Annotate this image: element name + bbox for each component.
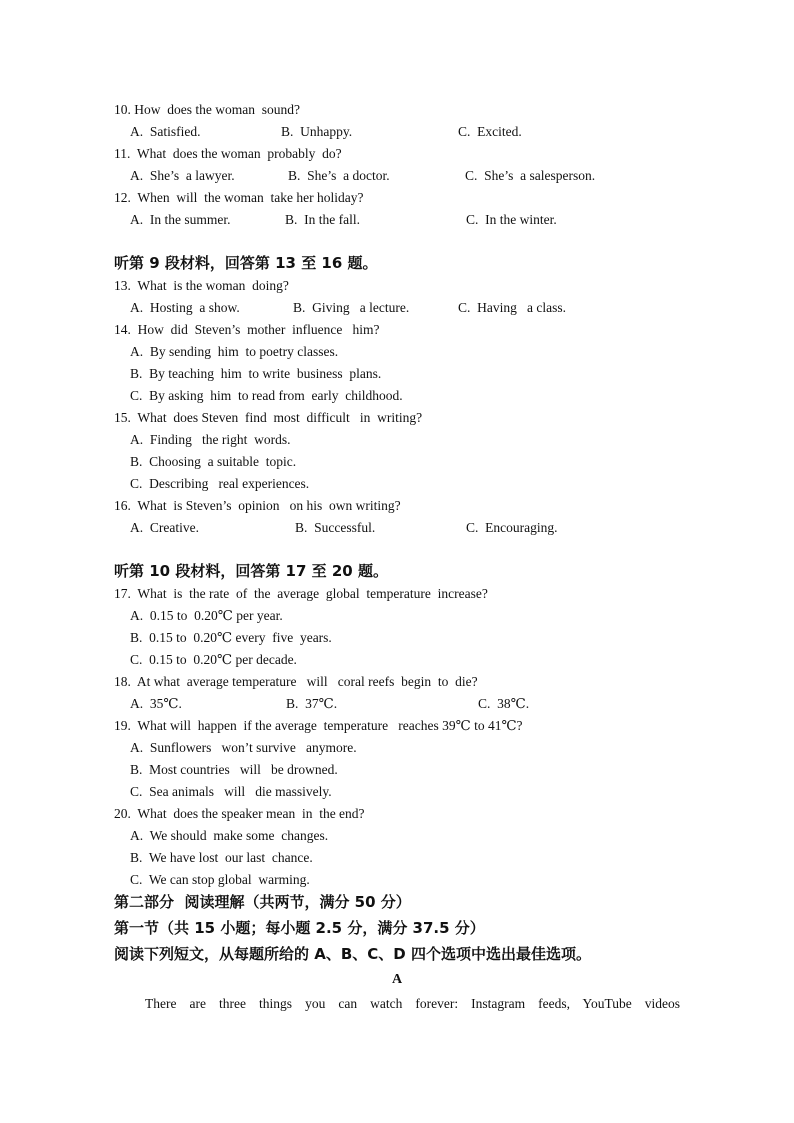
question-13-option-a: A. Hosting a show. bbox=[130, 300, 240, 315]
question-19-option-b: B. Most countries will be drowned. bbox=[130, 762, 338, 777]
question-19-option-a: A. Sunflowers won’t survive anymore. bbox=[130, 740, 357, 755]
question-14-option-c: C. By asking him to read from early childhood. bbox=[130, 388, 403, 403]
question-19-option-c: C. Sea animals will die massively. bbox=[130, 784, 332, 799]
passage-label: A bbox=[391, 972, 403, 987]
question-14-stem: 14. How did Steven’s mother influence him? bbox=[114, 322, 380, 337]
question-12-option-c: C. In the winter. bbox=[466, 212, 557, 227]
question-11-stem: 11. What does the woman probably do? bbox=[114, 146, 342, 161]
question-16-option-b: B. Successful. bbox=[295, 520, 376, 535]
section-9-heading: 听第 9 段材料，回答第 13 至 16 题。 bbox=[114, 254, 378, 272]
question-20-option-a: A. We should make some changes. bbox=[130, 828, 329, 843]
question-15-option-b: B. Choosing a suitable topic. bbox=[130, 454, 297, 469]
question-12-option-b: B. In the fall. bbox=[285, 212, 360, 227]
question-14-option-a: A. By sending him to poetry classes. bbox=[130, 344, 339, 359]
question-17-option-c: C. 0.15 to 0.20℃ per decade. bbox=[130, 652, 297, 667]
part-2-section-1-title: 第一节（共 15 小题；每小题 2.5 分，满分 37.5 分） bbox=[114, 919, 485, 937]
question-17-stem: 17. What is the rate of the average global temperature increase? bbox=[114, 586, 488, 601]
question-18-stem: 18. At what average temperature will coral reefs begin to die? bbox=[114, 674, 478, 689]
question-20-option-c: C. We can stop global warming. bbox=[130, 872, 310, 887]
part-2-instruction: 阅读下列短文，从每题所给的 A、B、C、D 四个选项中选出最佳选项。 bbox=[114, 945, 591, 963]
part-2-title: 第二部分 阅读理解（共两节，满分 50 分） bbox=[114, 893, 411, 911]
question-18-option-b: B. 37℃. bbox=[286, 696, 338, 711]
question-13-option-b: B. Giving a lecture. bbox=[293, 300, 410, 315]
question-17-option-b: B. 0.15 to 0.20℃ every five years. bbox=[130, 630, 332, 645]
passage-first-line: There are three things you can watch forever: Instagram feeds, YouTube videos bbox=[145, 996, 680, 1011]
question-16-option-c: C. Encouraging. bbox=[466, 520, 558, 535]
question-12-option-a: A. In the summer. bbox=[130, 212, 231, 227]
question-13-stem: 13. What is the woman doing? bbox=[114, 278, 289, 293]
question-15-stem: 15. What does Steven find most difficult in writing? bbox=[114, 410, 423, 425]
question-10-option-b: B. Unhappy. bbox=[281, 124, 353, 139]
question-11-option-a: A. She’s a lawyer. bbox=[130, 168, 235, 183]
question-15-option-c: C. Describing real experiences. bbox=[130, 476, 310, 491]
question-16-stem: 16. What is Steven’s opinion on his own writing? bbox=[114, 498, 401, 513]
question-20-stem: 20. What does the speaker mean in the end? bbox=[114, 806, 365, 821]
question-14-option-b: B. By teaching him to write business plans. bbox=[130, 366, 382, 381]
question-17-option-a: A. 0.15 to 0.20℃ per year. bbox=[130, 608, 283, 623]
section-10-heading: 听第 10 段材料，回答第 17 至 20 题。 bbox=[114, 562, 388, 580]
question-11-option-c: C. She’s a salesperson. bbox=[465, 168, 596, 183]
question-13-option-c: C. Having a class. bbox=[458, 300, 566, 315]
question-18-option-a: A. 35℃. bbox=[130, 696, 182, 711]
question-10-stem: 10. How does the woman sound? bbox=[114, 102, 300, 117]
question-10-option-c: C. Excited. bbox=[458, 124, 522, 139]
question-18-option-c: C. 38℃. bbox=[478, 696, 530, 711]
question-11-option-b: B. She’s a doctor. bbox=[288, 168, 390, 183]
question-10-option-a: A. Satisfied. bbox=[130, 124, 201, 139]
question-19-stem: 19. What will happen if the average temperature reaches 39℃ to 41℃? bbox=[114, 718, 523, 733]
question-16-option-a: A. Creative. bbox=[130, 520, 199, 535]
question-15-option-a: A. Finding the right words. bbox=[130, 432, 291, 447]
question-20-option-b: B. We have lost our last chance. bbox=[130, 850, 313, 865]
question-12-stem: 12. When will the woman take her holiday? bbox=[114, 190, 364, 205]
